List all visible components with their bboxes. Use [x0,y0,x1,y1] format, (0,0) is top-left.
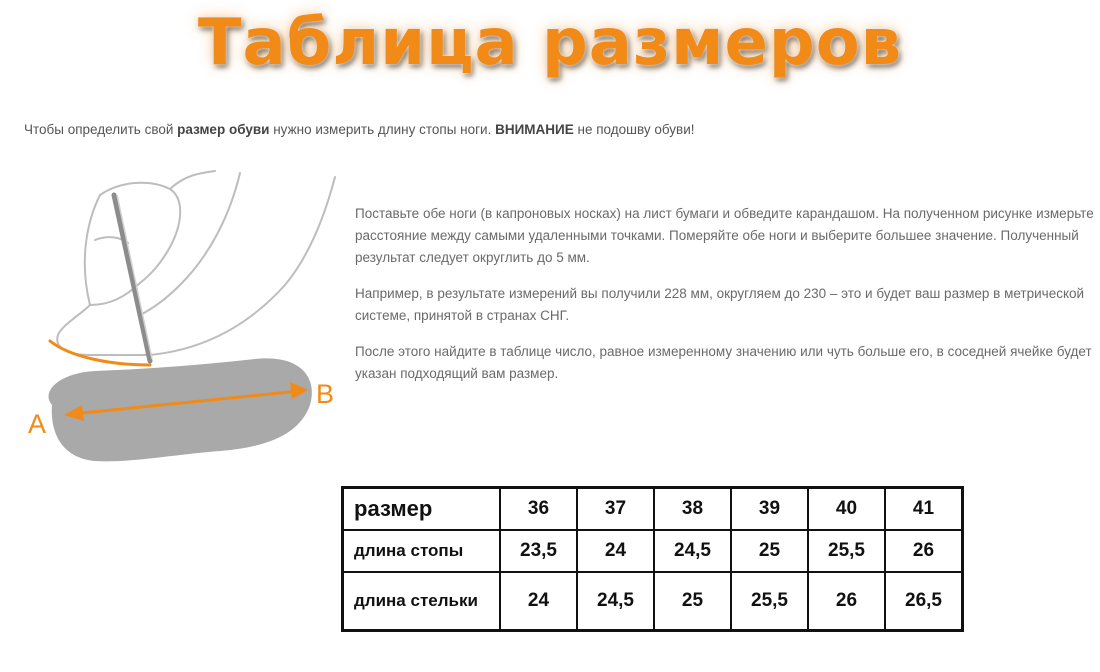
row-label: длина стельки [343,572,501,631]
table-cell: 40 [808,488,885,531]
table-cell: 25,5 [808,530,885,572]
table-row-foot-length [343,530,963,572]
point-b-label: B [316,379,335,409]
instruction-paragraph-1: Поставьте обе ноги (в капроновых носках) на лист бумаги и обведите карандашом. На полученном рисунке измерьте расстояние между самыми удаленными точками. Померяйте обе ноги и выберите большее значение. Полученный результат следует округлить до 5 мм. [355,206,1094,265]
instruction-paragraph-2: Например, в результате измерений вы получили 228 мм, округляем до 230 – это и будет ваш размер в метрической системе, принятой в странах СНГ. [355,286,1085,323]
instructions [355,203,1095,399]
row-label: длина стопы [343,530,501,572]
table-row-insole-length [343,572,963,631]
table-cell: 26,5 [885,572,963,631]
table-cell: 25 [654,572,731,631]
instruction-paragraph-3: После этого найдите в таблице число, равное измеренному значению или чуть больше его, в соседней ячейке будет указан подходящий вам размер. [355,344,1092,381]
table-cell: 23,5 [500,530,577,572]
foot-sketch-icon [57,171,335,355]
table-cell: 25 [731,530,808,572]
intro-part-2: нужно измерить длину стопы ноги. [269,122,496,137]
table-cell: 24,5 [577,572,654,631]
table-cell: 24 [577,530,654,572]
page-title: Таблица размеров [197,6,903,80]
table-cell: 39 [731,488,808,531]
intro-part-3: не подошву обуви! [573,122,695,137]
size-table [341,486,964,632]
table-cell: 24,5 [654,530,731,572]
table-cell: 36 [500,488,577,531]
foot-shadow-outline [49,358,312,461]
point-a-label: A [28,409,47,439]
heel-arc [50,341,150,365]
table-cell: 37 [577,488,654,531]
intro-bold-attention: ВНИМАНИЕ [495,122,574,137]
table-cell: 26 [808,572,885,631]
table-row-size [343,488,963,531]
row-label: размер [343,488,501,531]
intro-text [24,122,1084,137]
table-cell: 41 [885,488,963,531]
table-cell: 38 [654,488,731,531]
table-cell: 25,5 [731,572,808,631]
foot-measurement-illustration [0,165,345,475]
table-cell: 24 [500,572,577,631]
table-cell: 26 [885,530,963,572]
intro-part-1: Чтобы определить свой [24,122,178,137]
intro-bold-shoe-size: размер обуви [177,122,270,137]
